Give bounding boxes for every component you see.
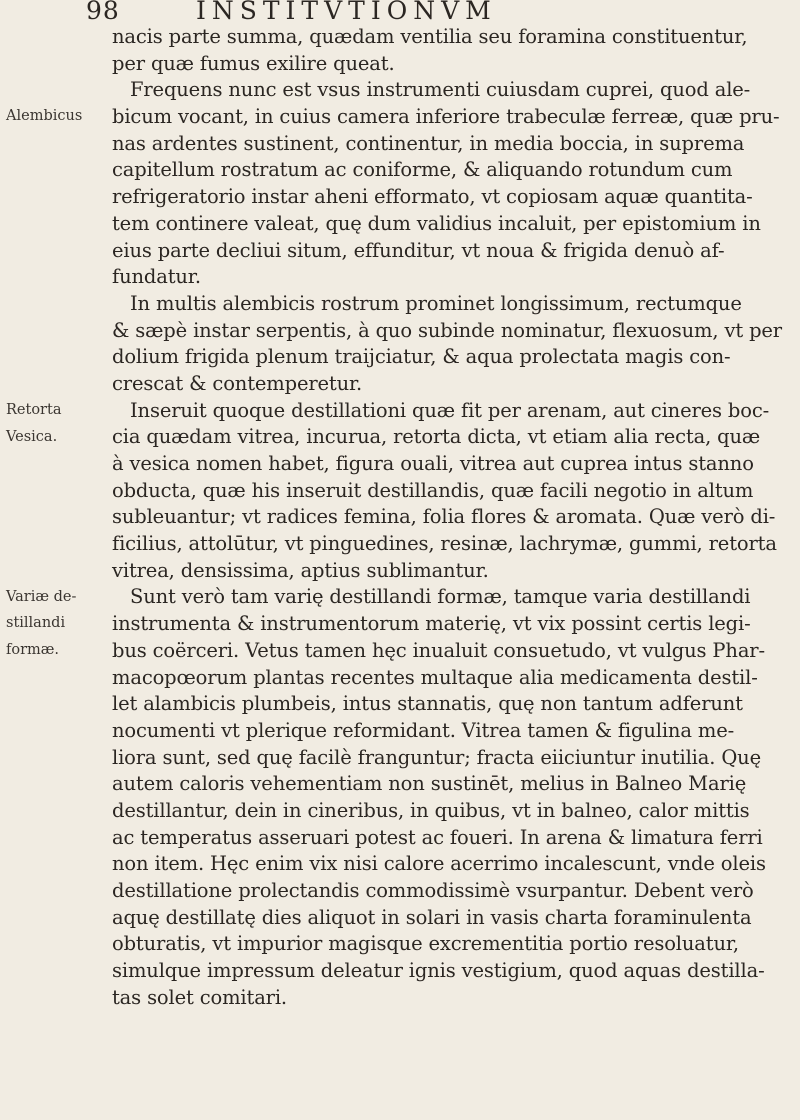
text-line: ac temperatus asseruari potest ac foueri. In arena & limatura ferri	[112, 825, 763, 849]
text-line: bus coërceri. Vetus tamen hęc inualuit consuetudo, vt vulgus Phar-	[112, 638, 765, 662]
text-line: à vesica nomen habet, figura ouali, vitrea aut cuprea intus stanno	[112, 452, 754, 475]
margin-note-vesica: Vesica.	[6, 428, 58, 445]
text-line: nas ardentes sustinent, continentur, in media boccia, in suprema	[112, 131, 745, 155]
text-line: autem caloris vehementiam non sustinēt, melius in Balneo Marię	[112, 772, 747, 796]
text-line: capitellum rostratum ac coniforme, & aliquando rotundum cum	[112, 158, 733, 182]
text-line: nacis parte summa, quædam ventilia seu foramina constituentur,	[112, 25, 748, 48]
text-line: obturatis, vt impurior magisque excrementitia portio resoluatur,	[112, 932, 739, 956]
text-line: bicum vocant, in cuius camera inferiore trabeculæ ferreæ, quæ pru-	[112, 105, 780, 129]
text-line: refrigeratorio instar aheni efformato, vt copiosam aquæ quantita-	[112, 185, 753, 209]
running-title: INSTITVTIONVM	[196, 0, 497, 25]
page-number: 98	[86, 0, 120, 25]
text-line: destillatione prolectandis commodissimè vsurpantur. Debent verò	[112, 879, 754, 902]
margin-note-retorta: Retorta	[6, 401, 62, 418]
text-line: instrumenta & instrumentorum materię, vt vix possint certis legi-	[112, 612, 751, 636]
margin-note-alembicus: Alembicus	[6, 108, 83, 125]
text-line: aquę destillatę dies aliquot in solari in vasis charta foraminulenta	[112, 905, 752, 929]
text-line: non item. Hęc enim vix nisi calore acerrimo incalescunt, vnde oleis	[112, 852, 766, 876]
text-line: liora sunt, sed quę facilè franguntur; fracta eiiciuntur inutilia. Quę	[112, 745, 761, 769]
text-line: nocumenti vt plerique reformidant. Vitrea tamen & figulina me-	[112, 718, 735, 742]
text-line: macopœorum plantas recentes multaque alia medicamenta destil-	[112, 665, 758, 689]
text-line: tas solet comitari.	[112, 985, 287, 1009]
text-line: & sæpè instar serpentis, à quo subinde nominatur, flexuosum, vt per	[112, 318, 782, 342]
text-line: eius parte decliui situm, effunditur, vt noua & frigida denuò af-	[112, 238, 725, 262]
text-line: obducta, quæ his inseruit destillandis, quæ facili negotio in altum	[112, 478, 754, 502]
margin-note-variae: Variæ de-	[6, 588, 77, 605]
margin-note-formae: formæ.	[6, 642, 60, 659]
text-line: Inseruit quoque destillationi quæ fit per arenam, aut cineres boc-	[130, 398, 770, 422]
text-line: Sunt verò tam varię destillandi formæ, tamque varia destillandi	[130, 585, 751, 609]
text-line: destillantur, dein in cineribus, in quibus, vt in balneo, calor mittis	[112, 798, 750, 822]
text-line: ficilius, attolūtur, vt pinguedines, resinæ, lachrymæ, gummi, retorta	[112, 532, 777, 556]
margin-note-destillandi: stillandi	[6, 615, 66, 632]
text-line: cia quædam vitrea, incurua, retorta dicta, vt etiam alia recta, quæ	[112, 425, 761, 449]
text-line: simulque impressum deleatur ignis vestigium, quod aquas destilla-	[112, 959, 765, 983]
text-line: fundatur.	[112, 265, 201, 289]
text-line: tem continere valeat, quę dum validius incaluit, per epistomium in	[112, 211, 761, 235]
text-line: Frequens nunc est vsus instrumenti cuiusdam cuprei, quod ale-	[130, 78, 751, 102]
text-line: vitrea, densissima, aptius sublimantur.	[112, 558, 489, 582]
text-line: In multis alembicis rostrum prominet longissimum, rectumque	[130, 291, 742, 315]
text-line: crescat & contemperetur.	[112, 371, 363, 395]
text-line: subleuantur; vt radices femina, folia flores & aromata. Quæ verò di-	[112, 505, 776, 529]
text-line: let alambicis plumbeis, intus stannatis, quę non tantum adferunt	[112, 692, 743, 716]
body-text	[112, 24, 782, 1011]
text-line: dolium frigida plenum traijciatur, & aqua prolectata magis con-	[112, 345, 731, 369]
text-line: per quæ fumus exilire queat.	[112, 51, 395, 75]
